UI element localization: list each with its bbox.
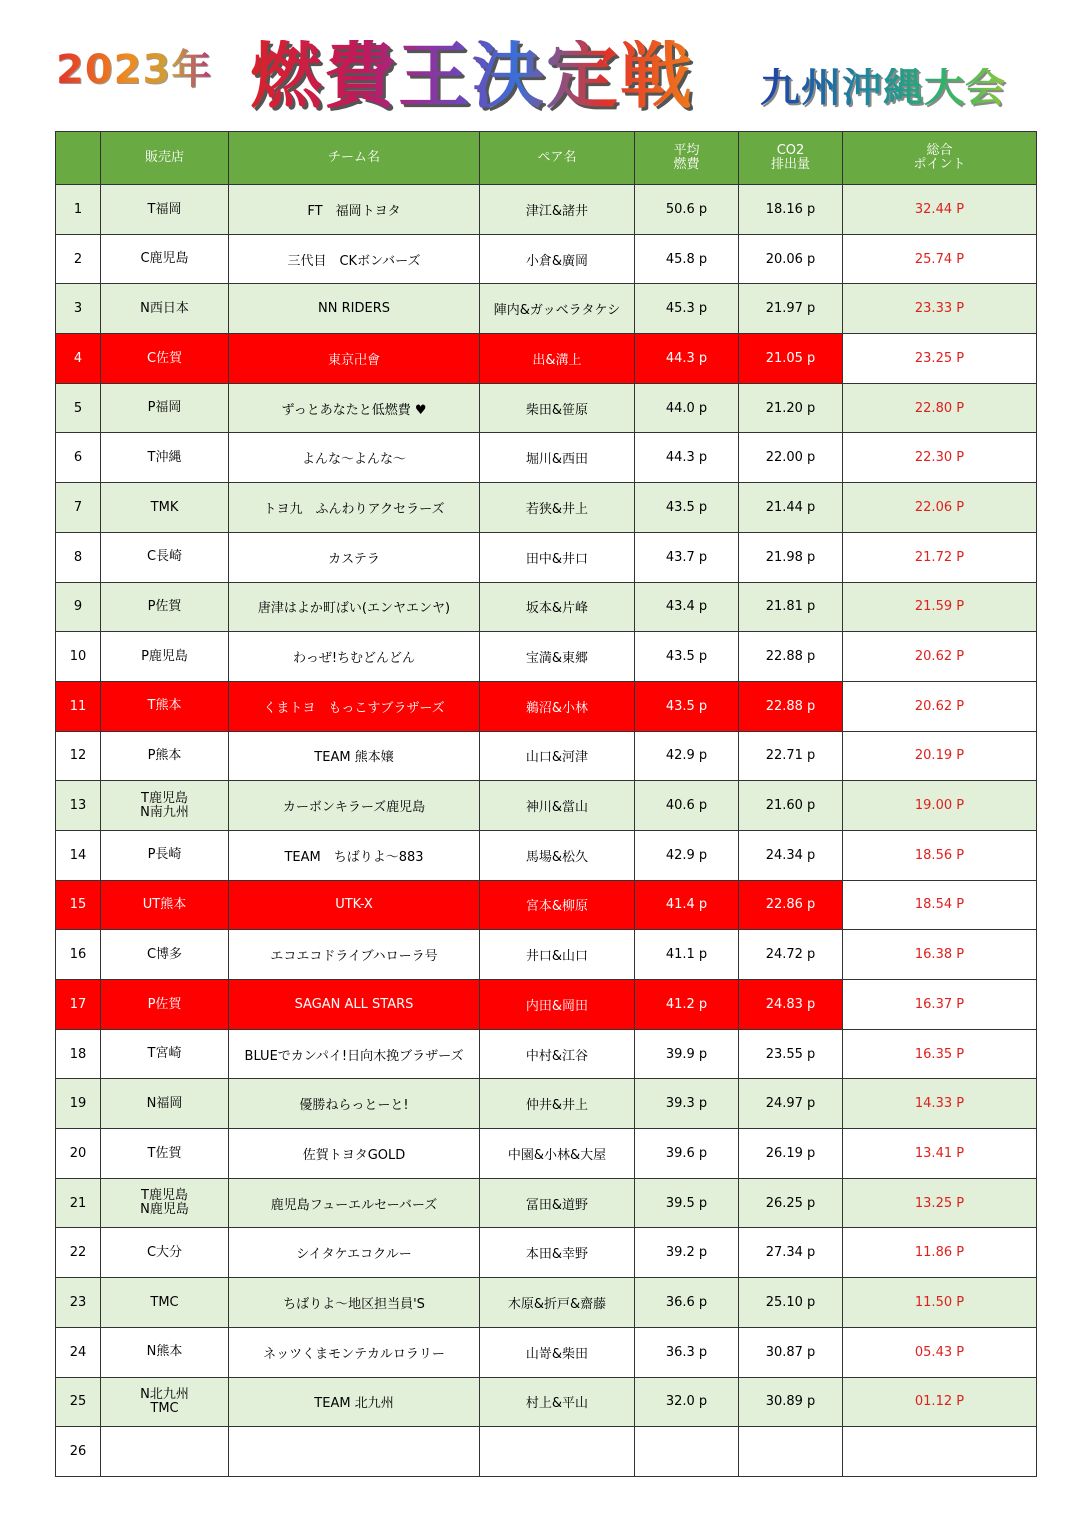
cell-points: 22.30 P [843, 433, 1037, 483]
cell-pair: 津江&諸井 [480, 185, 635, 235]
cell-co2: 30.87 p [739, 1327, 843, 1377]
cell-store: P長崎 [101, 830, 229, 880]
cell-team [229, 1427, 480, 1477]
table-row [56, 1129, 1037, 1179]
cell-store: P鹿児島 [101, 632, 229, 682]
cell-store: T熊本 [101, 681, 229, 731]
cell-store: T鹿児島 N南九州 [101, 781, 229, 831]
table-body [56, 185, 1037, 1477]
cell-co2: 30.89 p [739, 1377, 843, 1427]
cell-pair: 出&溝上 [480, 334, 635, 384]
cell-rank: 13 [56, 781, 101, 831]
cell-co2: 22.88 p [739, 632, 843, 682]
cell-pair: 木原&折戸&齋藤 [480, 1278, 635, 1328]
cell-rank: 26 [56, 1427, 101, 1477]
cell-co2: 22.71 p [739, 731, 843, 781]
cell-rank: 1 [56, 185, 101, 235]
cell-rank: 5 [56, 383, 101, 433]
cell-team: 唐津はよか町ばい(エンヤエンヤ) [229, 582, 480, 632]
cell-fuel: 42.9 p [635, 731, 739, 781]
table-row [56, 433, 1037, 483]
cell-points: 23.25 P [843, 334, 1037, 384]
cell-team: 佐賀トヨタGOLD [229, 1129, 480, 1179]
cell-co2: 22.88 p [739, 681, 843, 731]
cell-pair: 鵜沼&小林 [480, 681, 635, 731]
cell-points: 20.62 P [843, 681, 1037, 731]
cell-pair: 宝満&東郷 [480, 632, 635, 682]
cell-fuel: 36.3 p [635, 1327, 739, 1377]
cell-rank: 22 [56, 1228, 101, 1278]
cell-points: 16.35 P [843, 1029, 1037, 1079]
cell-points: 01.12 P [843, 1377, 1037, 1427]
table-row [56, 1427, 1037, 1477]
cell-co2: 21.44 p [739, 483, 843, 533]
cell-team: わっぜ!ちむどんどん [229, 632, 480, 682]
cell-fuel: 43.4 p [635, 582, 739, 632]
cell-pair: 井口&山口 [480, 930, 635, 980]
cell-rank: 25 [56, 1377, 101, 1427]
cell-pair: 堀川&西田 [480, 433, 635, 483]
cell-co2: 26.19 p [739, 1129, 843, 1179]
table-row [56, 731, 1037, 781]
table-row [56, 980, 1037, 1030]
cell-store: P佐賀 [101, 582, 229, 632]
cell-points: 16.38 P [843, 930, 1037, 980]
cell-store: P福岡 [101, 383, 229, 433]
cell-rank: 24 [56, 1327, 101, 1377]
cell-points: 22.80 P [843, 383, 1037, 433]
table-row [56, 681, 1037, 731]
cell-store [101, 1427, 229, 1477]
cell-points: 21.72 P [843, 532, 1037, 582]
cell-pair [480, 1427, 635, 1477]
cell-team: 優勝ねらっとーと! [229, 1079, 480, 1129]
cell-team: FT 福岡トヨタ [229, 185, 480, 235]
cell-rank: 21 [56, 1178, 101, 1228]
column-header-points: 総合 ポイント [843, 132, 1037, 185]
cell-pair: 宮本&柳原 [480, 880, 635, 930]
cell-fuel: 44.0 p [635, 383, 739, 433]
cell-store: C佐賀 [101, 334, 229, 384]
cell-store: N西日本 [101, 284, 229, 334]
page-header [0, 0, 1076, 130]
page-title: 燃費王決定戦 [250, 34, 695, 118]
column-header-fuel: 平均 燃費 [635, 132, 739, 185]
cell-store: C長崎 [101, 532, 229, 582]
cell-pair: 中村&江谷 [480, 1029, 635, 1079]
cell-fuel: 32.0 p [635, 1377, 739, 1427]
cell-rank: 16 [56, 930, 101, 980]
cell-team: よんな～よんな～ [229, 433, 480, 483]
cell-team: SAGAN ALL STARS [229, 980, 480, 1030]
cell-fuel: 39.9 p [635, 1029, 739, 1079]
cell-rank: 3 [56, 284, 101, 334]
cell-team: カーボンキラーズ鹿児島 [229, 781, 480, 831]
cell-store: T沖縄 [101, 433, 229, 483]
cell-fuel: 43.5 p [635, 632, 739, 682]
table-row [56, 1327, 1037, 1377]
cell-points: 32.44 P [843, 185, 1037, 235]
table-row [56, 1178, 1037, 1228]
cell-points: 19.00 P [843, 781, 1037, 831]
cell-rank: 15 [56, 880, 101, 930]
table-row [56, 483, 1037, 533]
cell-rank: 10 [56, 632, 101, 682]
cell-team: ずっとあなたと低燃費 ♥ [229, 383, 480, 433]
cell-points: 22.06 P [843, 483, 1037, 533]
cell-points: 13.41 P [843, 1129, 1037, 1179]
cell-store: N北九州 TMC [101, 1377, 229, 1427]
cell-rank: 12 [56, 731, 101, 781]
cell-team: BLUEでカンパイ!日向木挽ブラザーズ [229, 1029, 480, 1079]
cell-rank: 20 [56, 1129, 101, 1179]
cell-fuel: 42.9 p [635, 830, 739, 880]
cell-rank: 4 [56, 334, 101, 384]
cell-co2: 21.05 p [739, 334, 843, 384]
cell-pair: 山嵜&柴田 [480, 1327, 635, 1377]
cell-fuel: 44.3 p [635, 334, 739, 384]
cell-team: シイタケエコクルー [229, 1228, 480, 1278]
cell-co2: 21.60 p [739, 781, 843, 831]
cell-rank: 2 [56, 234, 101, 284]
cell-team: NN RIDERS [229, 284, 480, 334]
cell-points: 14.33 P [843, 1079, 1037, 1129]
cell-team: 東京卍會 [229, 334, 480, 384]
cell-pair: 内田&岡田 [480, 980, 635, 1030]
cell-team: 三代目 CKボンバーズ [229, 234, 480, 284]
cell-co2: 20.06 p [739, 234, 843, 284]
table-row [56, 582, 1037, 632]
cell-fuel: 39.3 p [635, 1079, 739, 1129]
cell-fuel: 36.6 p [635, 1278, 739, 1328]
table-row [56, 781, 1037, 831]
cell-pair: 冨田&道野 [480, 1178, 635, 1228]
table-row [56, 1377, 1037, 1427]
table-row [56, 930, 1037, 980]
cell-fuel: 39.5 p [635, 1178, 739, 1228]
table-row [56, 1079, 1037, 1129]
cell-points [843, 1427, 1037, 1477]
cell-store: P佐賀 [101, 980, 229, 1030]
column-header-rank [56, 132, 101, 185]
column-header-co2: CO2 排出量 [739, 132, 843, 185]
cell-team: トヨ九 ふんわりアクセラーズ [229, 483, 480, 533]
column-header-team: チーム名 [229, 132, 480, 185]
table-row [56, 1228, 1037, 1278]
cell-team: カステラ [229, 532, 480, 582]
cell-store: P熊本 [101, 731, 229, 781]
cell-team: TEAM 熊本嬢 [229, 731, 480, 781]
cell-co2: 21.98 p [739, 532, 843, 582]
table-row [56, 532, 1037, 582]
cell-fuel: 39.6 p [635, 1129, 739, 1179]
cell-pair: 田中&井口 [480, 532, 635, 582]
cell-rank: 6 [56, 433, 101, 483]
cell-co2: 22.86 p [739, 880, 843, 930]
cell-store: C鹿児島 [101, 234, 229, 284]
table-row [56, 632, 1037, 682]
cell-pair: 仲井&井上 [480, 1079, 635, 1129]
results-table [55, 131, 1037, 1477]
cell-pair: 小倉&廣岡 [480, 234, 635, 284]
cell-co2: 26.25 p [739, 1178, 843, 1228]
cell-store: T宮崎 [101, 1029, 229, 1079]
cell-rank: 19 [56, 1079, 101, 1129]
cell-rank: 11 [56, 681, 101, 731]
cell-rank: 14 [56, 830, 101, 880]
cell-fuel [635, 1427, 739, 1477]
cell-store: TMK [101, 483, 229, 533]
cell-co2: 23.55 p [739, 1029, 843, 1079]
table-row [56, 1278, 1037, 1328]
table-header-row [56, 132, 1037, 185]
cell-pair: 神川&當山 [480, 781, 635, 831]
cell-rank: 17 [56, 980, 101, 1030]
cell-store: N熊本 [101, 1327, 229, 1377]
cell-fuel: 45.3 p [635, 284, 739, 334]
cell-rank: 23 [56, 1278, 101, 1328]
table-row [56, 830, 1037, 880]
cell-points: 21.59 P [843, 582, 1037, 632]
cell-points: 25.74 P [843, 234, 1037, 284]
cell-store: TMC [101, 1278, 229, 1328]
table-row [56, 284, 1037, 334]
table-row [56, 1029, 1037, 1079]
cell-co2: 21.81 p [739, 582, 843, 632]
cell-store: UT熊本 [101, 880, 229, 930]
cell-fuel: 40.6 p [635, 781, 739, 831]
cell-fuel: 43.7 p [635, 532, 739, 582]
cell-co2: 25.10 p [739, 1278, 843, 1328]
cell-points: 16.37 P [843, 980, 1037, 1030]
cell-team: UTK-X [229, 880, 480, 930]
cell-team: 鹿児島フューエルセーバーズ [229, 1178, 480, 1228]
cell-fuel: 44.3 p [635, 433, 739, 483]
cell-pair: 陣内&ガッベラタケシ [480, 284, 635, 334]
cell-fuel: 43.5 p [635, 681, 739, 731]
cell-co2: 22.00 p [739, 433, 843, 483]
cell-pair: 山口&河津 [480, 731, 635, 781]
cell-pair: 中園&小林&大屋 [480, 1129, 635, 1179]
cell-co2: 24.97 p [739, 1079, 843, 1129]
cell-co2: 27.34 p [739, 1228, 843, 1278]
cell-points: 05.43 P [843, 1327, 1037, 1377]
cell-store: C博多 [101, 930, 229, 980]
cell-fuel: 43.5 p [635, 483, 739, 533]
cell-team: ネッツくまモンテカルロラリー [229, 1327, 480, 1377]
table-row [56, 383, 1037, 433]
cell-co2: 21.20 p [739, 383, 843, 433]
cell-rank: 9 [56, 582, 101, 632]
cell-pair: 若狭&井上 [480, 483, 635, 533]
cell-team: くまトヨ もっこすブラザーズ [229, 681, 480, 731]
cell-pair: 柴田&笹原 [480, 383, 635, 433]
cell-fuel: 50.6 p [635, 185, 739, 235]
cell-team: TEAM 北九州 [229, 1377, 480, 1427]
cell-store: C大分 [101, 1228, 229, 1278]
cell-fuel: 41.1 p [635, 930, 739, 980]
cell-pair: 馬場&松久 [480, 830, 635, 880]
cell-team: エコエコドライブハローラ号 [229, 930, 480, 980]
cell-pair: 村上&平山 [480, 1377, 635, 1427]
cell-co2: 24.34 p [739, 830, 843, 880]
table-row [56, 234, 1037, 284]
cell-co2: 21.97 p [739, 284, 843, 334]
cell-fuel: 41.4 p [635, 880, 739, 930]
page-subtitle: 九州沖縄大会 [760, 65, 1006, 111]
table-row [56, 185, 1037, 235]
year-label: 2023年 [56, 38, 212, 95]
cell-points: 18.56 P [843, 830, 1037, 880]
cell-rank: 18 [56, 1029, 101, 1079]
cell-co2: 18.16 p [739, 185, 843, 235]
cell-co2 [739, 1427, 843, 1477]
table-row [56, 880, 1037, 930]
table-row [56, 334, 1037, 384]
cell-rank: 8 [56, 532, 101, 582]
cell-fuel: 41.2 p [635, 980, 739, 1030]
column-header-store: 販売店 [101, 132, 229, 185]
cell-co2: 24.72 p [739, 930, 843, 980]
cell-fuel: 39.2 p [635, 1228, 739, 1278]
cell-fuel: 45.8 p [635, 234, 739, 284]
cell-rank: 7 [56, 483, 101, 533]
cell-co2: 24.83 p [739, 980, 843, 1030]
cell-store: T鹿児島 N鹿児島 [101, 1178, 229, 1228]
cell-pair: 坂本&片峰 [480, 582, 635, 632]
cell-team: ちばりよ～地区担当員'S [229, 1278, 480, 1328]
cell-points: 11.86 P [843, 1228, 1037, 1278]
cell-points: 11.50 P [843, 1278, 1037, 1328]
cell-points: 18.54 P [843, 880, 1037, 930]
column-header-pair: ペア名 [480, 132, 635, 185]
cell-pair: 本田&幸野 [480, 1228, 635, 1278]
cell-points: 23.33 P [843, 284, 1037, 334]
cell-points: 13.25 P [843, 1178, 1037, 1228]
cell-points: 20.19 P [843, 731, 1037, 781]
cell-store: T佐賀 [101, 1129, 229, 1179]
cell-points: 20.62 P [843, 632, 1037, 682]
cell-store: N福岡 [101, 1079, 229, 1129]
cell-store: T福岡 [101, 185, 229, 235]
cell-team: TEAM ちばりよ～883 [229, 830, 480, 880]
